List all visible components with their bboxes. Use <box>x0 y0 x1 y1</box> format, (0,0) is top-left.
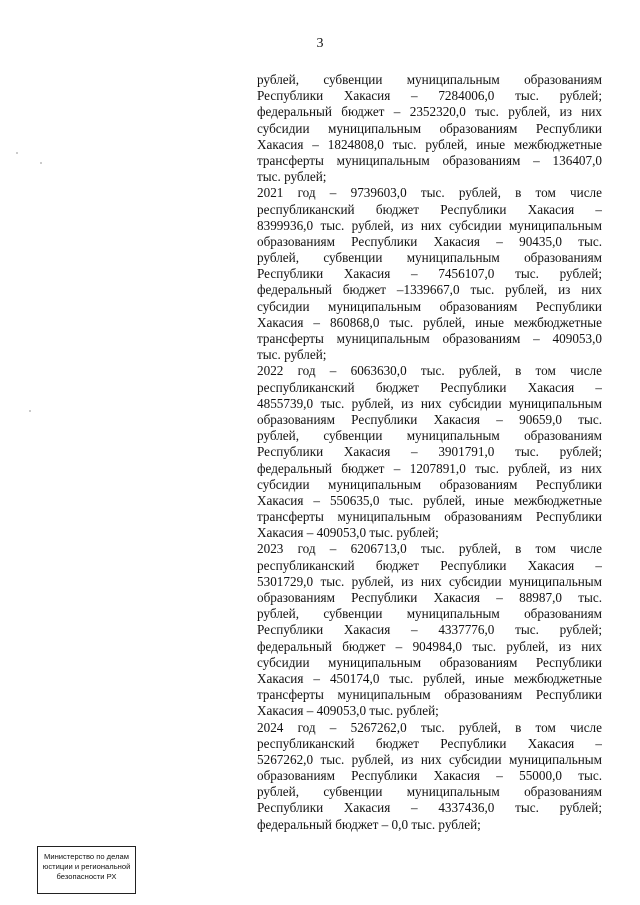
text-line: тыс. рублей; <box>257 347 327 363</box>
text-line: Хакасия – 409053,0 тыс. рублей; <box>257 525 439 541</box>
text-line: тыс. рублей; <box>257 169 327 185</box>
text-line: республиканский бюджет Республики Хакасия – <box>257 201 602 217</box>
text-line: республиканский бюджет Республики Хакасия – <box>257 735 602 751</box>
text-line: федеральный бюджет – 0,0 тыс. рублей; <box>257 816 481 832</box>
text-line: 2023 год – 6206713,0 тыс. рублей, в том числе <box>257 541 602 557</box>
text-line: федеральный бюджет –1339667,0 тыс. рублей, из них <box>257 282 602 298</box>
scan-speck <box>40 162 42 164</box>
text-line: 5301729,0 тыс. рублей, из них субсидии муниципальным <box>257 573 602 589</box>
text-line: рублей, субвенции муниципальным образованиям <box>257 606 602 622</box>
text-line: Хакасия – 550635,0 тыс. рублей, иные межбюджетные <box>257 492 602 508</box>
ministry-stamp <box>37 846 136 894</box>
text-line: республиканский бюджет Республики Хакасия – <box>257 379 602 395</box>
text-line: субсидии муниципальным образованиям Республики <box>257 120 602 136</box>
text-line: федеральный бюджет – 904984,0 тыс. рублей, из них <box>257 638 602 654</box>
text-line: рублей, субвенции муниципальным образованиям <box>257 250 602 266</box>
page-number: 3 <box>316 36 324 51</box>
text-line: Хакасия – 1824808,0 тыс. рублей, иные межбюджетные <box>257 136 602 152</box>
text-line: 4855739,0 тыс. рублей, из них субсидии муниципальным <box>257 395 602 411</box>
text-line: трансферты муниципальным образованиям – 136407,0 <box>257 152 602 168</box>
text-line: Республики Хакасия – 7456107,0 тыс. рублей; <box>257 266 602 282</box>
text-line: образованиям Республики Хакасия – 90659,0 тыс. <box>257 411 602 427</box>
text-line: субсидии муниципальным образованиям Республики <box>257 654 602 670</box>
text-line: Хакасия – 450174,0 тыс. рублей, иные межбюджетные <box>257 670 602 686</box>
text-line: субсидии муниципальным образованиям Республики <box>257 298 602 314</box>
text-line: образованиям Республики Хакасия – 90435,0 тыс. <box>257 233 602 249</box>
text-line: Хакасия – 860868,0 тыс. рублей, иные межбюджетные <box>257 314 602 330</box>
text-line: 8399936,0 тыс. рублей, из них субсидии муниципальным <box>257 217 602 233</box>
text-line: рублей, субвенции муниципальным образованиям <box>257 72 602 87</box>
text-line: Республики Хакасия – 4337776,0 тыс. рублей; <box>257 622 602 638</box>
text-line: Республики Хакасия – 7284006,0 тыс. рублей; <box>257 88 602 104</box>
text-line: Республики Хакасия – 3901791,0 тыс. рублей; <box>257 444 602 460</box>
text-line: Республики Хакасия – 4337436,0 тыс. рублей; <box>257 800 602 816</box>
stamp-line-1: Министерство по делам <box>44 852 129 861</box>
text-line: федеральный бюджет – 2352320,0 тыс. рублей, из них <box>257 104 602 120</box>
text-line: рублей, субвенции муниципальным образованиям <box>257 784 602 800</box>
text-line: образованиям Республики Хакасия – 55000,0 тыс. <box>257 768 602 784</box>
text-line: трансферты муниципальным образованиям Республики <box>257 687 602 703</box>
stamp-line-2: юстиции и региональной <box>42 862 131 871</box>
text-line: субсидии муниципальным образованиям Республики <box>257 476 602 492</box>
text-line: 5267262,0 тыс. рублей, из них субсидии муниципальным <box>257 751 602 767</box>
text-line: трансферты муниципальным образованиям – 409053,0 <box>257 331 602 346</box>
text-line: республиканский бюджет Республики Хакасия – <box>257 557 602 573</box>
document-body <box>257 72 602 833</box>
text-line: 2022 год – 6063630,0 тыс. рублей, в том числе <box>257 363 602 379</box>
scan-speck <box>29 410 31 412</box>
stamp-line-3: безопасности РХ <box>56 872 117 881</box>
scan-speck <box>16 152 18 154</box>
text-line: образованиям Республики Хакасия – 88987,0 тыс. <box>257 590 602 605</box>
text-line: федеральный бюджет – 1207891,0 тыс. рублей, из них <box>257 460 602 476</box>
text-line: трансферты муниципальным образованиям Республики <box>257 509 602 525</box>
text-line: 2021 год – 9739603,0 тыс. рублей, в том числе <box>257 185 602 201</box>
text-line: 2024 год – 5267262,0 тыс. рублей, в том числе <box>257 719 602 735</box>
text-line: Хакасия – 409053,0 тыс. рублей; <box>257 703 439 719</box>
text-line: рублей, субвенции муниципальным образованиям <box>257 428 602 444</box>
